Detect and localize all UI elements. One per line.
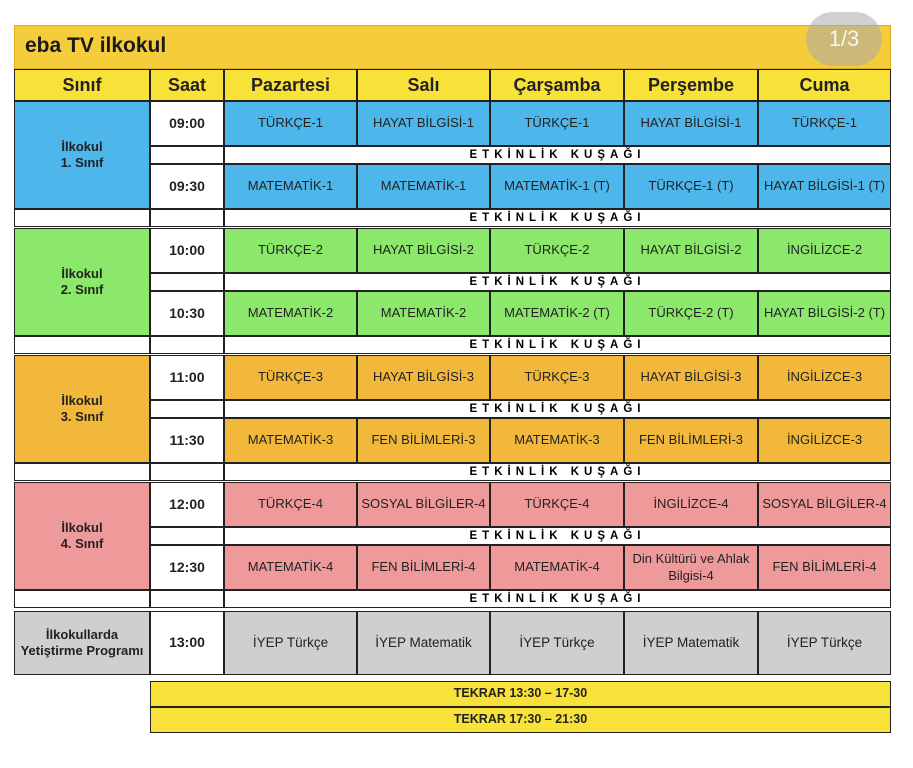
time-slot: 10:30 xyxy=(150,291,224,336)
band-spacer xyxy=(150,400,224,418)
activity-band: ETKİNLİK KUŞAĞI xyxy=(224,209,891,227)
lesson-cell: MATEMATİK-4 xyxy=(490,545,624,590)
activity-band: ETKİNLİK KUŞAĞI xyxy=(224,336,891,354)
activity-band: ETKİNLİK KUŞAĞI xyxy=(224,400,891,418)
lesson-cell: MATEMATİK-1 xyxy=(224,164,357,209)
column-header: Çarşamba xyxy=(490,69,624,101)
lesson-cell: TÜRKÇE-1 xyxy=(224,101,357,146)
lesson-cell: FEN BİLİMLERİ-4 xyxy=(758,545,891,590)
column-header: Saat xyxy=(150,69,224,101)
band-spacer xyxy=(150,527,224,545)
lesson-cell: MATEMATİK-1 xyxy=(357,164,490,209)
lesson-cell: FEN BİLİMLERİ-4 xyxy=(357,545,490,590)
lesson-cell: TÜRKÇE-1 (T) xyxy=(624,164,758,209)
activity-band: ETKİNLİK KUŞAĞI xyxy=(224,463,891,481)
band-spacer xyxy=(150,146,224,164)
lesson-cell: TÜRKÇE-1 xyxy=(490,101,624,146)
lesson-cell: SOSYAL BİLGİLER-4 xyxy=(357,482,490,527)
grade-spacer xyxy=(14,590,150,608)
lesson-cell: İNGİLİZCE-3 xyxy=(758,418,891,463)
lesson-cell: MATEMATİK-3 xyxy=(224,418,357,463)
lesson-cell: FEN BİLİMLERİ-3 xyxy=(357,418,490,463)
band-spacer xyxy=(150,209,224,227)
lesson-cell: MATEMATİK-2 xyxy=(224,291,357,336)
column-header: Pazartesi xyxy=(224,69,357,101)
column-header: Sınıf xyxy=(14,69,150,101)
lesson-cell: İNGİLİZCE-2 xyxy=(758,228,891,273)
column-header: Salı xyxy=(357,69,490,101)
lesson-cell: FEN BİLİMLERİ-3 xyxy=(624,418,758,463)
lesson-cell: HAYAT BİLGİSİ-2 (T) xyxy=(758,291,891,336)
lesson-cell: Din Kültürü ve Ahlak Bilgisi-4 xyxy=(624,545,758,590)
band-spacer xyxy=(150,336,224,354)
activity-band: ETKİNLİK KUŞAĞI xyxy=(224,146,891,164)
lesson-cell: İNGİLİZCE-4 xyxy=(624,482,758,527)
time-slot: 11:00 xyxy=(150,355,224,400)
lesson-cell: HAYAT BİLGİSİ-3 xyxy=(624,355,758,400)
grade-spacer xyxy=(14,463,150,481)
lesson-cell: TÜRKÇE-2 xyxy=(490,228,624,273)
page-title: eba TV ilkokul xyxy=(25,34,167,57)
time-slot: 12:00 xyxy=(150,482,224,527)
grade-spacer xyxy=(14,336,150,354)
lesson-cell: TÜRKÇE-1 xyxy=(758,101,891,146)
lesson-cell: SOSYAL BİLGİLER-4 xyxy=(758,482,891,527)
lesson-cell: TÜRKÇE-2 (T) xyxy=(624,291,758,336)
title-bar xyxy=(14,25,891,69)
grade-spacer xyxy=(14,209,150,227)
lesson-cell: MATEMATİK-1 (T) xyxy=(490,164,624,209)
rerun-bar: TEKRAR 17:30 – 21:30 xyxy=(150,707,891,733)
grade-label: İlkokul 2. Sınıf xyxy=(14,228,150,336)
time-slot: 12:30 xyxy=(150,545,224,590)
lesson-cell: HAYAT BİLGİSİ-1 xyxy=(357,101,490,146)
time-slot: 13:00 xyxy=(150,611,224,675)
activity-band: ETKİNLİK KUŞAĞI xyxy=(224,273,891,291)
band-spacer xyxy=(150,273,224,291)
iyep-cell: İYEP Matematik xyxy=(357,611,490,675)
lesson-cell: TÜRKÇE-4 xyxy=(490,482,624,527)
band-spacer xyxy=(150,590,224,608)
lesson-cell: HAYAT BİLGİSİ-3 xyxy=(357,355,490,400)
lesson-cell: MATEMATİK-2 xyxy=(357,291,490,336)
time-slot: 10:00 xyxy=(150,228,224,273)
page-indicator[interactable]: 1/3 xyxy=(806,12,882,66)
iyep-cell: İYEP Türkçe xyxy=(224,611,357,675)
lesson-cell: HAYAT BİLGİSİ-2 xyxy=(624,228,758,273)
iyep-cell: İYEP Türkçe xyxy=(758,611,891,675)
grade-label: İlkokul 1. Sınıf xyxy=(14,101,150,209)
lesson-cell: TÜRKÇE-3 xyxy=(490,355,624,400)
activity-band: ETKİNLİK KUŞAĞI xyxy=(224,590,891,608)
iyep-cell: İYEP Matematik xyxy=(624,611,758,675)
rerun-bar: TEKRAR 13:30 – 17-30 xyxy=(150,681,891,707)
grade-label: İlkokul 4. Sınıf xyxy=(14,482,150,590)
lesson-cell: TÜRKÇE-4 xyxy=(224,482,357,527)
iyep-cell: İYEP Türkçe xyxy=(490,611,624,675)
time-slot: 09:00 xyxy=(150,101,224,146)
column-header: Cuma xyxy=(758,69,891,101)
lesson-cell: MATEMATİK-3 xyxy=(490,418,624,463)
band-spacer xyxy=(150,463,224,481)
time-slot: 11:30 xyxy=(150,418,224,463)
lesson-cell: HAYAT BİLGİSİ-1 (T) xyxy=(758,164,891,209)
lesson-cell: TÜRKÇE-3 xyxy=(224,355,357,400)
grade-label: İlkokul 3. Sınıf xyxy=(14,355,150,463)
activity-band: ETKİNLİK KUŞAĞI xyxy=(224,527,891,545)
lesson-cell: İNGİLİZCE-3 xyxy=(758,355,891,400)
lesson-cell: TÜRKÇE-2 xyxy=(224,228,357,273)
lesson-cell: MATEMATİK-4 xyxy=(224,545,357,590)
lesson-cell: HAYAT BİLGİSİ-1 xyxy=(624,101,758,146)
time-slot: 09:30 xyxy=(150,164,224,209)
lesson-cell: HAYAT BİLGİSİ-2 xyxy=(357,228,490,273)
lesson-cell: MATEMATİK-2 (T) xyxy=(490,291,624,336)
iyep-label: İlkokullarda Yetiştirme Programı xyxy=(14,611,150,675)
column-header: Perşembe xyxy=(624,69,758,101)
